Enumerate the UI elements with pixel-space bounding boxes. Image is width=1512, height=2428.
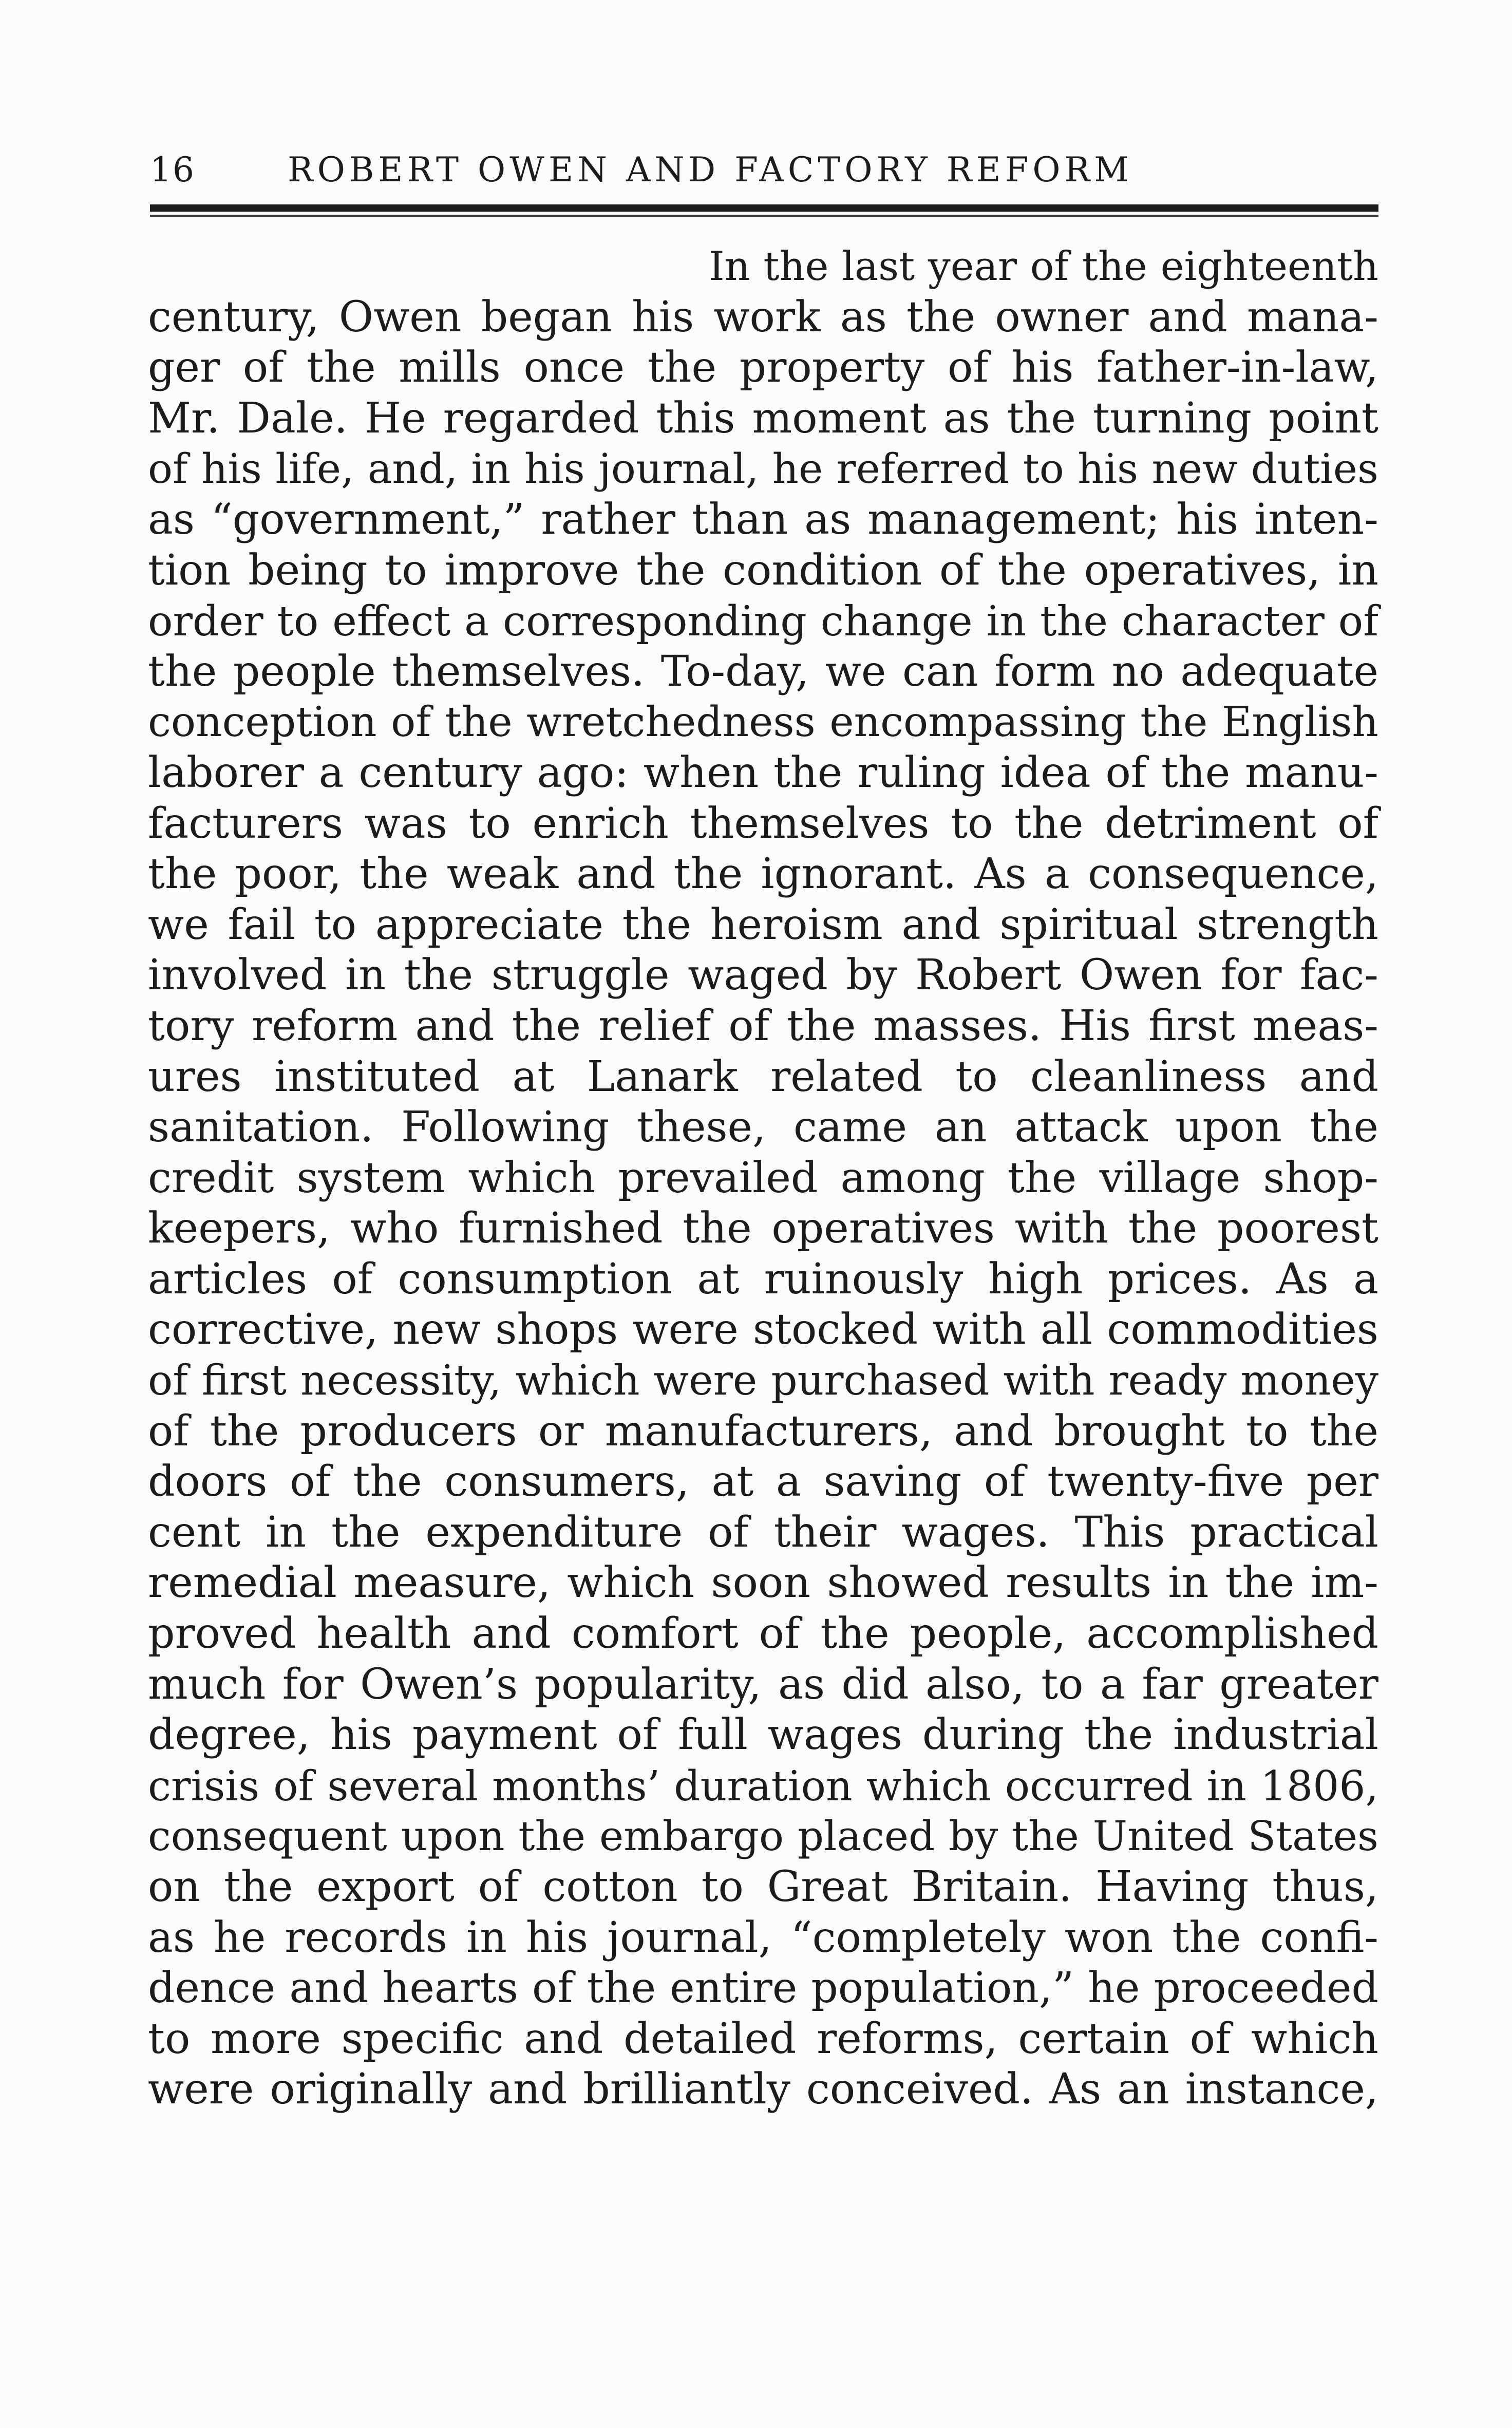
text-line: of his life, and, in his journal, he referred to his new duties xyxy=(148,445,1378,493)
text-line: as he records in his journal, “completely won the confi- xyxy=(148,1913,1378,1962)
text-line: conception of the wretchedness encompassing the English xyxy=(148,698,1378,746)
text-line: degree, his payment of full wages during the industrial xyxy=(148,1710,1378,1760)
body-paragraph xyxy=(148,241,1378,2115)
text-line: were originally and brilliantly conceived. As an instance, xyxy=(148,2065,1378,2114)
text-line: In the last year of the eighteenth xyxy=(709,243,1378,290)
text-line: the people themselves. To-day, we can form no adequate xyxy=(148,647,1378,696)
text-line: articles of consumption at ruinously high prices. As a xyxy=(148,1254,1378,1304)
header-rule-thin xyxy=(150,215,1378,217)
text-line: tion being to improve the condition of the operatives, in xyxy=(148,545,1378,595)
text-line: proved health and comfort of the people, accomplished xyxy=(148,1609,1378,1659)
text-line: tory reform and the relief of the masses. His first meas- xyxy=(148,1001,1378,1050)
text-line: crisis of several months’ duration which occurred in 1806, xyxy=(148,1761,1378,1810)
text-line: consequent upon the embargo placed by the United States xyxy=(148,1812,1378,1860)
text-line: century, Owen began his work as the owner and mana- xyxy=(148,292,1378,342)
text-line: remedial measure, which soon showed results in the im- xyxy=(148,1558,1378,1608)
text-line: of first necessity, which were purchased with ready money xyxy=(148,1357,1378,1405)
text-line: ures instituted at Lanark related to cleanliness and xyxy=(148,1052,1378,1101)
text-line: on the export of cotton to Great Britain. Having thus, xyxy=(148,1862,1378,1911)
text-line: cent in the expenditure of their wages. This practical xyxy=(148,1508,1378,1557)
text-line: facturers was to enrich themselves to the detriment of xyxy=(148,799,1378,848)
page-number: 16 xyxy=(150,150,195,190)
text-line: ger of the mills once the property of his father-in-law, xyxy=(148,343,1378,392)
text-line: as “government,” rather than as management; his inten- xyxy=(148,495,1378,544)
text-line: of the producers or manufacturers, and brought to the xyxy=(148,1406,1378,1456)
text-line: involved in the struggle waged by Robert Owen for fac- xyxy=(148,951,1378,1000)
text-line: we fail to appreciate the heroism and spiritual strength xyxy=(148,900,1378,949)
text-line: order to effect a corresponding change in the character of xyxy=(148,597,1378,646)
page-header xyxy=(150,147,1378,193)
text-line: Mr. Dale. He regarded this moment as the turning point xyxy=(148,393,1378,443)
text-line: doors of the consumers, at a saving of twenty-five per xyxy=(148,1457,1378,1507)
header-rule xyxy=(150,204,1378,212)
running-title: ROBERT OWEN AND FACTORY REFORM xyxy=(288,150,1133,190)
text-line: the poor, the weak and the ignorant. As a consequence, xyxy=(148,850,1378,899)
text-line: credit system which prevailed among the village shop- xyxy=(148,1153,1378,1202)
text-line: much for Owen’s popularity, as did also, to a far greater xyxy=(148,1660,1378,1709)
text-line: corrective, new shops were stocked with all commodities xyxy=(148,1305,1378,1354)
text-line: laborer a century ago: when the ruling idea of the manu- xyxy=(148,748,1378,797)
text-line: keepers, who furnished the operatives with the poorest xyxy=(148,1204,1378,1253)
text-line: to more specific and detailed reforms, certain of which xyxy=(148,2014,1378,2063)
text-line: sanitation. Following these, came an attack upon the xyxy=(148,1103,1378,1152)
text-line: dence and hearts of the entire population,” he proceeded xyxy=(148,1964,1378,2013)
